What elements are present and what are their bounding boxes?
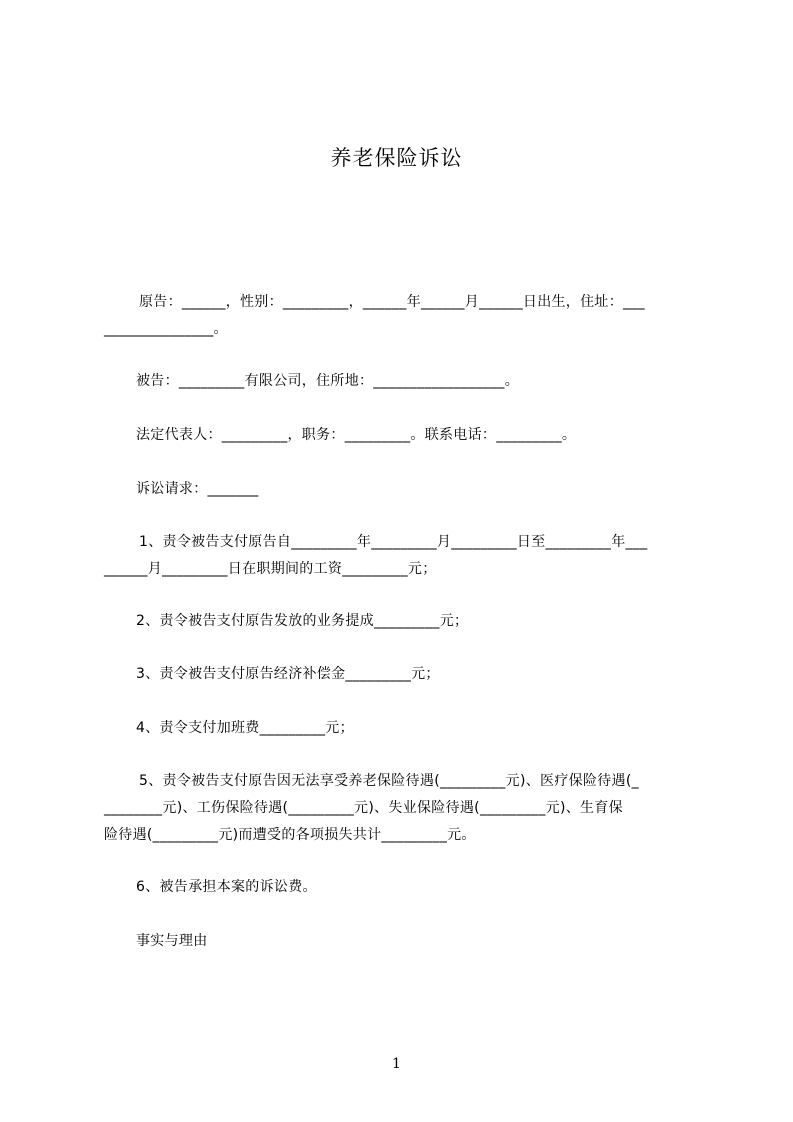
claim-item-2: 2、责令被告支付原告发放的业务提成_________元；: [136, 613, 469, 629]
defendant-line: 被告：_________有限公司，住所地：__________________。: [136, 373, 519, 389]
page-number: 1: [392, 1056, 401, 1072]
claim-item-6: 6、被告承担本案的诉讼费。: [136, 879, 317, 895]
claim-item-1-line-1: 1、责令被告支付原告自_________年_________月_________日至_________年___: [139, 534, 648, 550]
legal-representative-line: 法定代表人：_________，职务：_________。联系电话：_________。: [136, 427, 577, 443]
claim-item-4: 4、责令支付加班费_________元；: [136, 720, 354, 736]
claims-heading: 诉讼请求：_______: [136, 481, 259, 497]
plaintiff-line-1: 原告：______，性别：_________，______年______月______日出生，住址：___: [139, 294, 645, 310]
claim-item-5-line-3: 险待遇(_________元)而遭受的各项损失共计_________元。: [104, 827, 476, 843]
claim-item-5-line-1: 5、责令被告支付原告因无法享受养老保险待遇(_________元)、医疗保险待遇(_: [139, 773, 639, 789]
claim-item-1-line-2: ______月_________日在职期间的工资_________元；: [104, 561, 437, 577]
plaintiff-line-2: _______________。: [104, 321, 228, 337]
claim-item-3: 3、责令被告支付原告经济补偿金_________元；: [136, 666, 440, 682]
page-title: 养老保险诉讼: [330, 146, 463, 170]
claim-item-5-line-2: ________元)、工伤保险待遇(_________元)、失业保险待遇(_________元)、生育保: [104, 800, 623, 816]
facts-heading: 事实与理由: [136, 933, 208, 949]
